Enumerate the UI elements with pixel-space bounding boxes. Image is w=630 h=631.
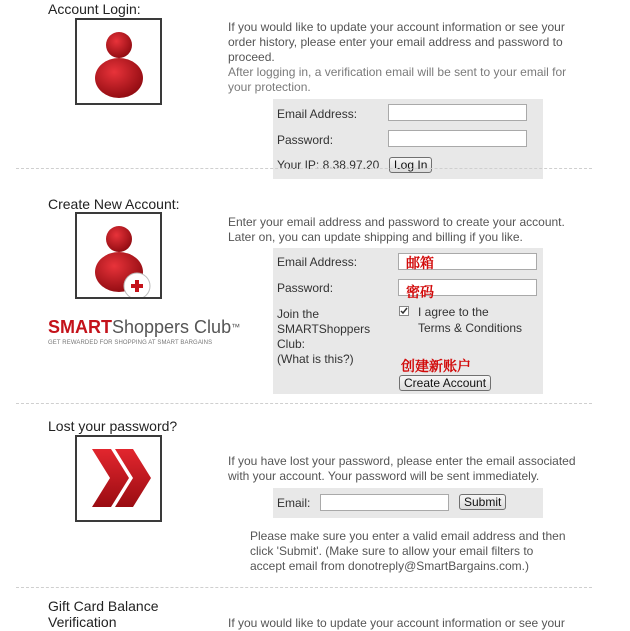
create-account-icon-box	[75, 212, 162, 299]
create-account-info: Enter your email address and password to create your account. Later on, you can update shipping and billing if you like.	[228, 215, 565, 244]
agree-terms-checkbox[interactable]	[399, 306, 409, 316]
ip-address-text: Your IP: 8.38.97.20	[277, 158, 380, 172]
divider	[16, 587, 592, 588]
account-login-icon-box	[75, 18, 162, 105]
double-chevron-right-icon	[77, 437, 160, 520]
logo-trademark: ™	[231, 322, 241, 332]
lost-password-title: Lost your password?	[48, 418, 178, 434]
smartshoppers-club-logo	[48, 317, 248, 347]
create-account-title: Create New Account:	[48, 196, 180, 212]
lost-password-info: If you have lost your password, please enter the email associated with your account. Your password will be sent immediately.	[228, 454, 576, 483]
create-account-button[interactable]: Create Account	[399, 375, 491, 391]
create-email-label: Email Address:	[277, 255, 358, 269]
lost-password-note: Please make sure you enter a valid email address and then click 'Submit'. (Make sure to allow your email filters to accept email from donotreply@SmartBargains.com.)	[250, 529, 566, 573]
account-login-info: If you would like to update your account information or see your order history, please enter your email address and password to proceed.	[228, 20, 565, 64]
terms-conditions-link[interactable]: Terms & Conditions	[418, 321, 523, 335]
gift-card-info: If you would like to update your account information or see your	[228, 616, 565, 630]
divider	[16, 403, 592, 404]
annotation-password: 密码	[406, 285, 434, 301]
logo-tagline: GET REWARDED FOR SHOPPING AT SMART BARGAINS	[48, 340, 213, 346]
annotation-email: 邮箱	[406, 256, 434, 272]
checkmark-icon	[400, 307, 408, 315]
login-email-input[interactable]	[388, 104, 527, 121]
logo-smart-text: SMART	[48, 317, 112, 337]
add-user-icon	[77, 214, 160, 297]
lost-password-icon-box	[75, 435, 162, 522]
user-icon	[77, 20, 160, 103]
account-login-note: After logging in, a verification email will be sent to your email for your protection.	[228, 65, 567, 94]
login-password-input[interactable]	[388, 130, 527, 147]
login-email-label: Email Address:	[277, 107, 358, 121]
create-password-label: Password:	[277, 281, 334, 295]
logo-shoppers-club-text: Shoppers Club	[112, 317, 232, 337]
lost-email-label: Email:	[277, 496, 311, 510]
account-login-title: Account Login:	[48, 1, 141, 17]
lost-email-input[interactable]	[320, 494, 449, 511]
divider	[16, 168, 592, 169]
login-password-label: Password:	[277, 133, 334, 147]
join-club-label: Join the SMARTShoppers Club:	[277, 307, 371, 351]
annotation-create-account: 创建新账户	[401, 359, 471, 375]
what-is-this-link[interactable]: (What is this?)	[277, 352, 354, 366]
agree-label: I agree to the	[418, 305, 489, 319]
login-button[interactable]: Log In	[389, 157, 432, 173]
gift-card-title: Gift Card Balance Verification	[48, 598, 159, 630]
submit-button[interactable]: Submit	[459, 494, 506, 510]
